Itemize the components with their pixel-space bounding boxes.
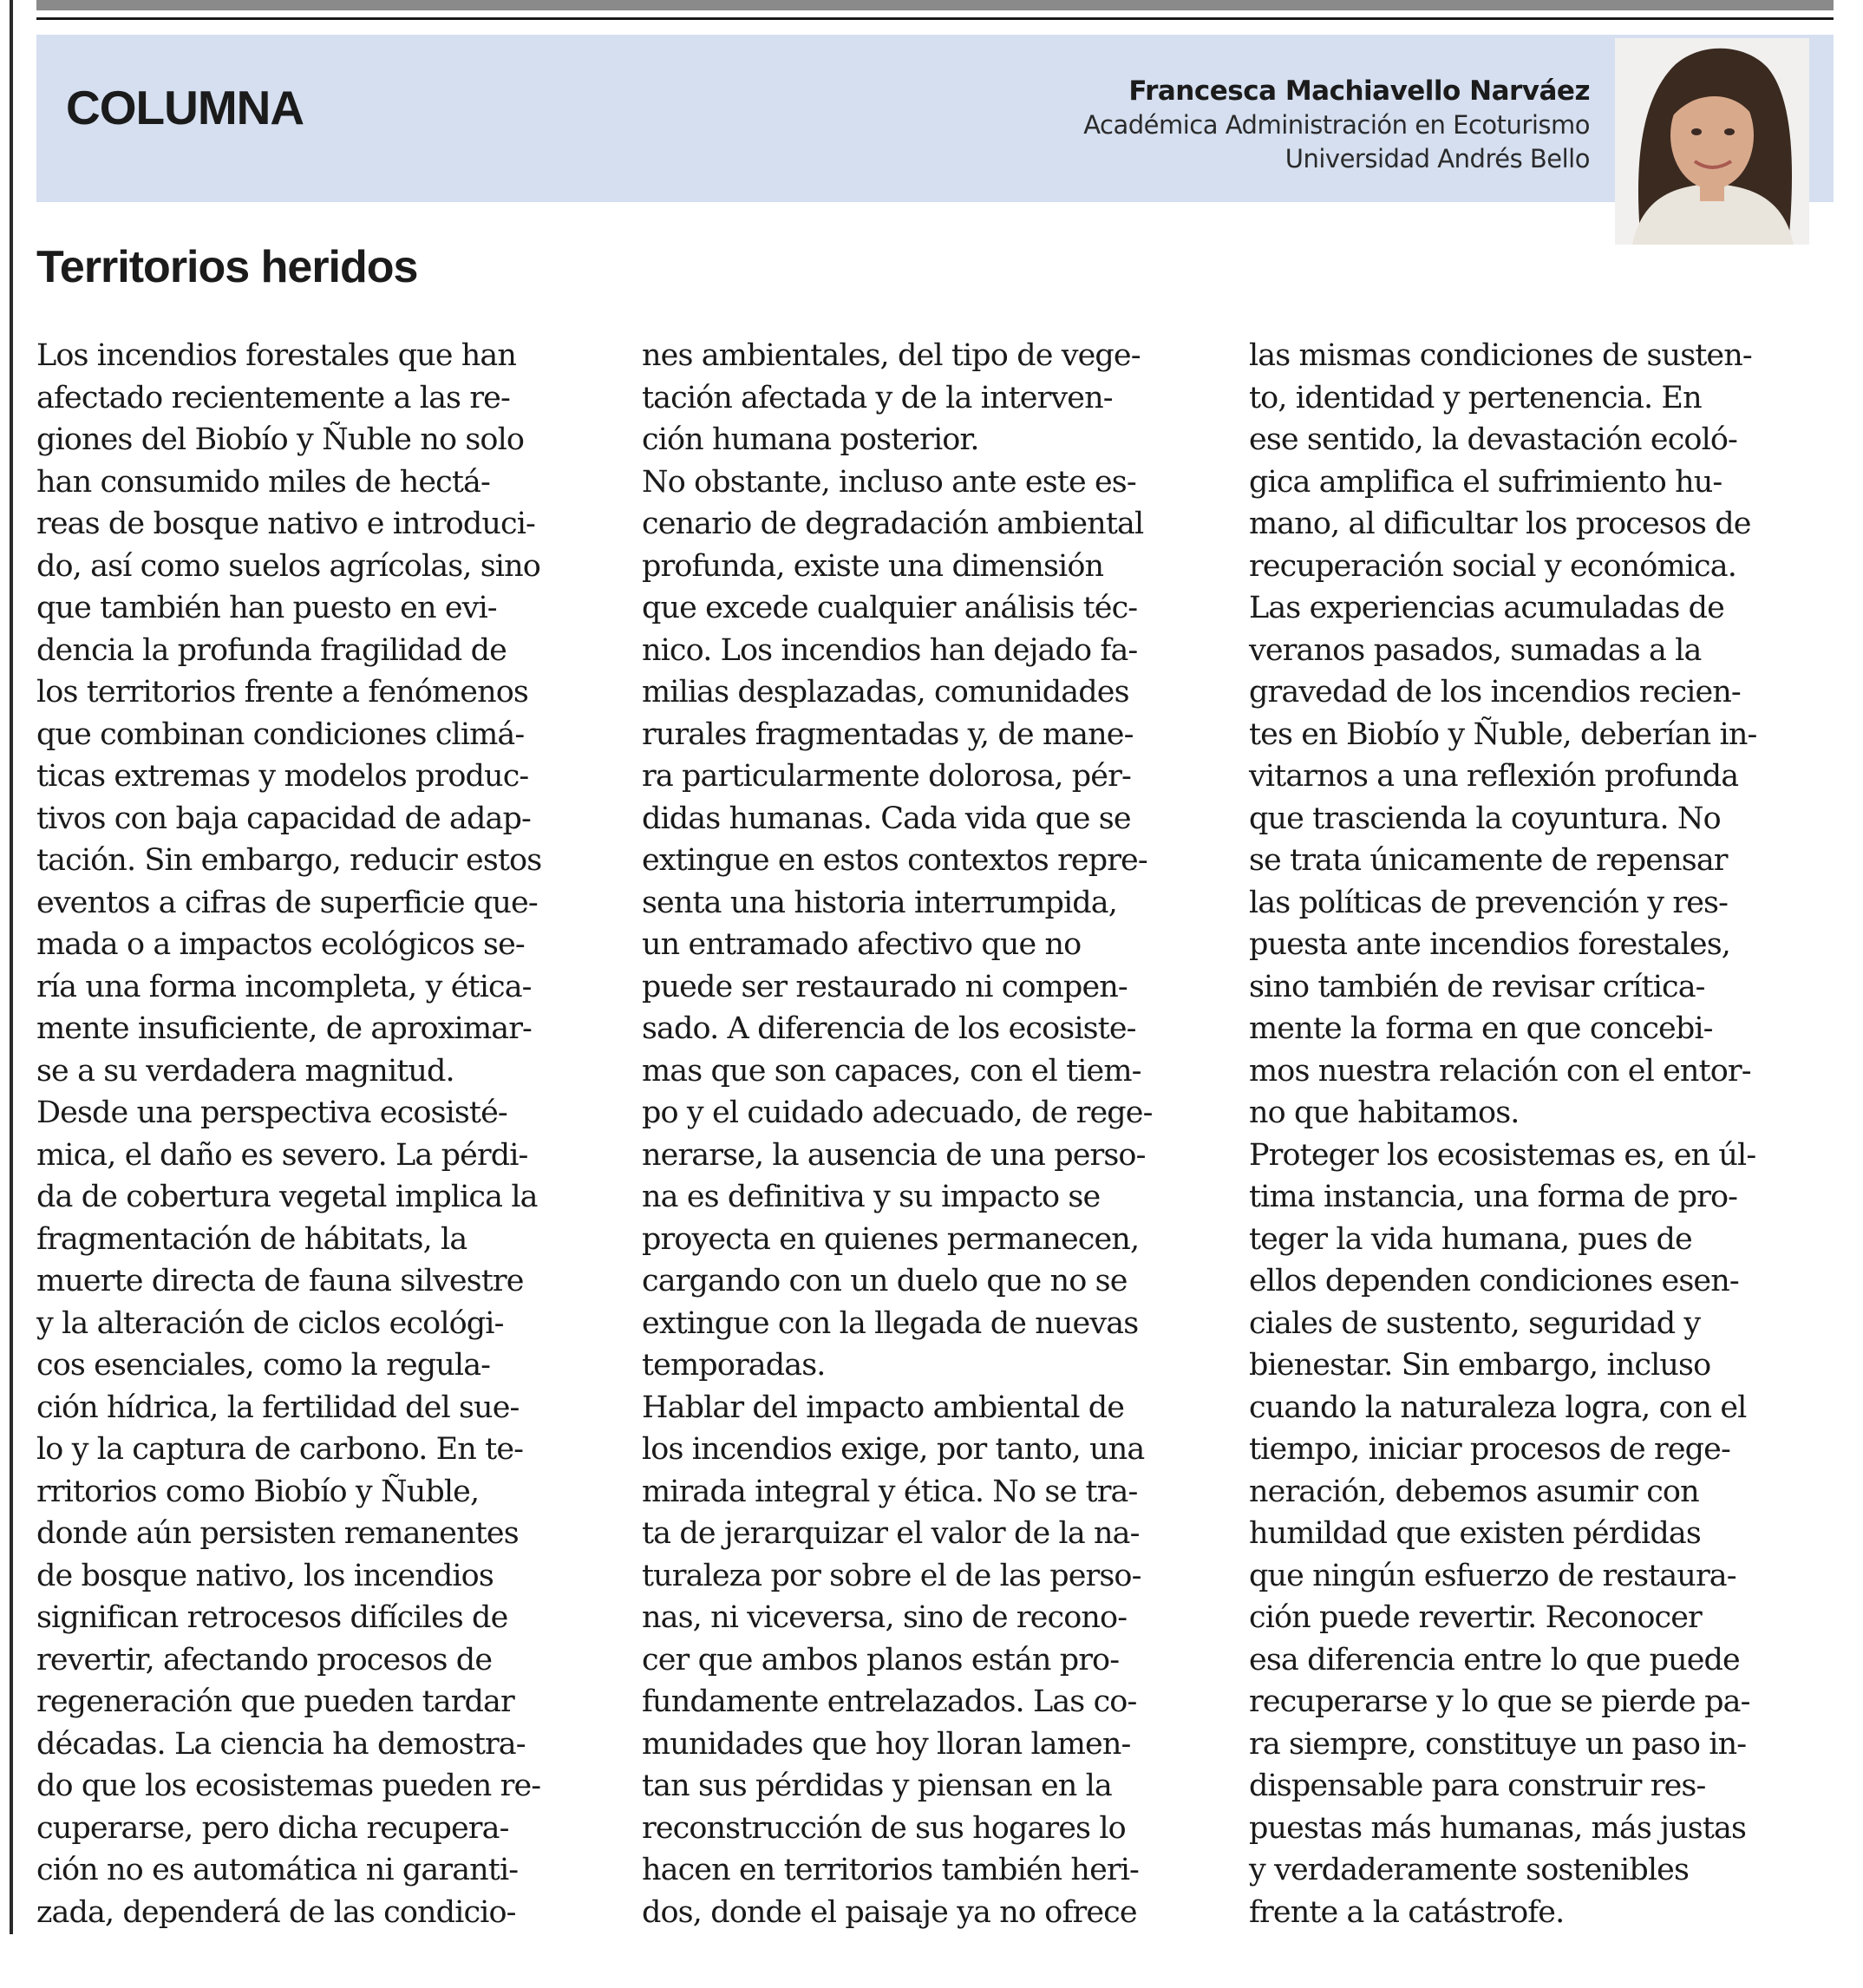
article-line: da de cobertura vegetal implica la bbox=[36, 1180, 538, 1214]
article-headline: Territorios heridos bbox=[36, 242, 418, 292]
author-portrait-icon bbox=[1615, 38, 1809, 245]
article-line: que también han puesto en evi- bbox=[36, 591, 497, 625]
article-line: puesta ante incendios forestales, bbox=[1249, 927, 1730, 962]
article-line: vitarnos a una reflexión profunda bbox=[1249, 759, 1739, 794]
article-line: revertir, afectando procesos de bbox=[36, 1642, 493, 1677]
article-line: Proteger los ecosistemas es, en úl- bbox=[1249, 1137, 1756, 1173]
article-line: se trata únicamente de repensar bbox=[1249, 843, 1728, 878]
article-line: neración, debemos asumir con bbox=[1249, 1474, 1699, 1509]
article-line: teger la vida humana, pues de bbox=[1249, 1221, 1692, 1257]
article-line: humildad que existen pérdidas bbox=[1249, 1516, 1701, 1551]
article-line: cenario de degradación ambiental bbox=[642, 507, 1144, 541]
article-line: mos nuestra relación con el entor- bbox=[1249, 1053, 1751, 1089]
article-line: hacen en territorios también heri- bbox=[642, 1853, 1139, 1887]
article-line: mas que son capaces, con el tiem- bbox=[642, 1053, 1141, 1089]
article-line: un entramado afectivo que no bbox=[642, 927, 1082, 962]
article-line: las políticas de prevención y res- bbox=[1249, 885, 1729, 920]
article-line: ta de jerarquizar el valor de la na- bbox=[642, 1516, 1140, 1551]
article-line: na es definitiva y su impacto se bbox=[642, 1180, 1101, 1214]
article-line: y la alteración de ciclos ecológi- bbox=[36, 1305, 504, 1341]
article-line: eventos a cifras de superficie que- bbox=[36, 885, 538, 920]
article-line: reconstrucción de sus hogares lo bbox=[642, 1810, 1126, 1846]
left-column-rule bbox=[10, 0, 13, 1934]
article-line: ra particularmente dolorosa, pér- bbox=[642, 759, 1131, 794]
article-line: gica amplifica el sufrimiento hu- bbox=[1249, 464, 1722, 500]
article-line: sado. A diferencia de los ecosiste- bbox=[642, 1011, 1136, 1046]
article-column-3 bbox=[1249, 335, 1830, 1933]
article-line: temporadas. bbox=[642, 1348, 826, 1383]
article-line: Desde una perspectiva ecosisté- bbox=[36, 1095, 507, 1130]
article-line: ese sentido, la devastación ecoló- bbox=[1249, 422, 1737, 457]
article-line: extingue con la llegada de nuevas bbox=[642, 1305, 1139, 1341]
article-line: que excede cualquier análisis téc- bbox=[642, 591, 1138, 625]
article-line: cuando la naturaleza logra, con el bbox=[1249, 1390, 1747, 1425]
article-line: mente la forma en que concebi- bbox=[1249, 1011, 1713, 1046]
article-line: que trascienda la coyuntura. No bbox=[1249, 801, 1721, 836]
article-line: décadas. La ciencia ha demostra- bbox=[36, 1726, 526, 1762]
article-line: dispensable para construir res- bbox=[1249, 1769, 1706, 1803]
article-line: significan retrocesos difíciles de bbox=[36, 1600, 508, 1635]
article-line: fragmentación de hábitats, la bbox=[36, 1221, 467, 1257]
article-line: rritorios como Biobío y Ñuble, bbox=[36, 1474, 480, 1509]
article-line: mente insuficiente, de aproximar- bbox=[36, 1011, 532, 1046]
article-line: to, identidad y pertenencia. En bbox=[1249, 380, 1702, 415]
article-line: nas, ni viceversa, sino de recono- bbox=[642, 1600, 1128, 1635]
article-line: do que los ecosistemas pueden re- bbox=[36, 1769, 541, 1803]
article-line: profunda, existe una dimensión bbox=[642, 548, 1104, 584]
article-line: tiempo, iniciar procesos de rege- bbox=[1249, 1432, 1730, 1467]
article-line: se a su verdadera magnitud. bbox=[36, 1053, 454, 1089]
article-line: Hablar del impacto ambiental de bbox=[642, 1390, 1125, 1425]
section-label: COLUMNA bbox=[66, 81, 304, 134]
article-line: mada o a impactos ecológicos se- bbox=[36, 927, 525, 962]
author-university: Universidad Andrés Bello bbox=[1284, 144, 1590, 173]
article-line: po y el cuidado adecuado, de rege- bbox=[642, 1095, 1153, 1130]
article-line: lo y la captura de carbono. En te- bbox=[36, 1432, 524, 1467]
article-line: cargando con un duelo que no se bbox=[642, 1264, 1128, 1298]
article-line: gravedad de los incendios recien- bbox=[1249, 675, 1741, 710]
article-line: recuperación social y económica. bbox=[1249, 548, 1736, 584]
article-line: nes ambientales, del tipo de vege- bbox=[642, 338, 1141, 373]
article-line: tima instancia, una forma de pro- bbox=[1249, 1180, 1738, 1214]
article-line: ción puede revertir. Reconocer bbox=[1249, 1600, 1702, 1635]
author-role: Académica Administración en Ecoturismo bbox=[1083, 110, 1590, 140]
article-line: sino también de revisar crítica- bbox=[1249, 969, 1705, 1004]
article-line: senta una historia interrumpida, bbox=[642, 885, 1117, 920]
article-line: bienestar. Sin embargo, incluso bbox=[1249, 1348, 1711, 1383]
article-line: ría una forma incompleta, y ética- bbox=[36, 969, 532, 1004]
article-line: veranos pasados, sumadas a la bbox=[1249, 632, 1702, 668]
article-line: las mismas condiciones de susten- bbox=[1249, 338, 1752, 373]
article-line: dencia la profunda fragilidad de bbox=[36, 632, 507, 668]
top-thin-rule bbox=[36, 17, 1834, 20]
article-line: donde aún persisten remanentes bbox=[36, 1516, 519, 1551]
article-line: esa diferencia entre lo que puede bbox=[1249, 1642, 1740, 1677]
article-line: Las experiencias acumuladas de bbox=[1249, 591, 1724, 625]
article-line: no que habitamos. bbox=[1249, 1095, 1520, 1130]
article-column-2 bbox=[642, 335, 1223, 1933]
article-line: los incendios exige, por tanto, una bbox=[642, 1432, 1145, 1467]
top-gray-rule bbox=[36, 0, 1834, 10]
author-photo bbox=[1615, 38, 1809, 245]
article-line: que combinan condiciones climá- bbox=[36, 716, 525, 752]
article-line: munidades que hoy lloran lamen- bbox=[642, 1726, 1131, 1762]
article-line: mirada integral y ética. No se tra- bbox=[642, 1474, 1138, 1509]
article-line: nico. Los incendios han dejado fa- bbox=[642, 632, 1138, 668]
article-line: afectado recientemente a las re- bbox=[36, 380, 510, 415]
article-column-1 bbox=[36, 335, 618, 1933]
article-line: milias desplazadas, comunidades bbox=[642, 675, 1129, 710]
article-line: mano, al dificultar los procesos de bbox=[1249, 507, 1751, 541]
article-line: que ningún esfuerzo de restaura- bbox=[1249, 1558, 1736, 1593]
article-line: extingue en estos contextos repre- bbox=[642, 843, 1147, 878]
article-line: puestas más humanas, más justas bbox=[1249, 1810, 1747, 1846]
article-line: cuperarse, pero dicha recupera- bbox=[36, 1810, 509, 1846]
article-line: ciales de sustento, seguridad y bbox=[1249, 1305, 1701, 1341]
article-line: puede ser restaurado ni compen- bbox=[642, 969, 1128, 1004]
article-line: zada, dependerá de las condicio- bbox=[36, 1894, 516, 1930]
article-line: ellos dependen condiciones esen- bbox=[1249, 1264, 1739, 1298]
article-line: ra siempre, constituye un paso in- bbox=[1249, 1726, 1747, 1762]
article-line: rurales fragmentadas y, de mane- bbox=[642, 716, 1134, 752]
article-line: tes en Biobío y Ñuble, deberían in- bbox=[1249, 716, 1757, 752]
article-line: ción no es automática ni garanti- bbox=[36, 1853, 519, 1887]
article-line: cer que ambos planos están pro- bbox=[642, 1642, 1120, 1677]
article-line: y verdaderamente sostenibles bbox=[1249, 1853, 1690, 1887]
article-line: turaleza por sobre el de las perso- bbox=[642, 1558, 1141, 1593]
article-line: fundamente entrelazados. Las co- bbox=[642, 1684, 1137, 1719]
article-line: de bosque nativo, los incendios bbox=[36, 1558, 494, 1593]
article-line: frente a la catástrofe. bbox=[1249, 1894, 1565, 1930]
article-line: los territorios frente a fenómenos bbox=[36, 675, 528, 710]
article-line: muerte directa de fauna silvestre bbox=[36, 1264, 524, 1298]
article-line: ción hídrica, la fertilidad del sue- bbox=[36, 1390, 520, 1425]
article-line: Los incendios forestales que han bbox=[36, 338, 517, 373]
article-line: recuperarse y lo que se pierde pa- bbox=[1249, 1684, 1750, 1719]
article-line: mica, el daño es severo. La pérdi- bbox=[36, 1137, 528, 1173]
author-byline bbox=[1083, 75, 1590, 176]
article-line: proyecta en quienes permanecen, bbox=[642, 1221, 1140, 1257]
article-line: do, así como suelos agrícolas, sino bbox=[36, 548, 540, 584]
author-name: Francesca Machiavello Narváez bbox=[1128, 75, 1590, 107]
article-line: reas de bosque nativo e introduci- bbox=[36, 507, 535, 541]
article-line: tación. Sin embargo, reducir estos bbox=[36, 843, 542, 878]
article-line: tivos con baja capacidad de adap- bbox=[36, 801, 531, 836]
article-line: didas humanas. Cada vida que se bbox=[642, 801, 1131, 836]
article-line: regeneración que pueden tardar bbox=[36, 1684, 514, 1719]
article-line: han consumido miles de hectá- bbox=[36, 464, 490, 500]
article-line: giones del Biobío y Ñuble no solo bbox=[36, 422, 525, 457]
article-line: ción humana posterior. bbox=[642, 422, 979, 457]
article-line: tan sus pérdidas y piensan en la bbox=[642, 1769, 1112, 1803]
article-line: dos, donde el paisaje ya no ofrece bbox=[642, 1894, 1137, 1930]
article-line: No obstante, incluso ante este es- bbox=[642, 464, 1136, 500]
article-line: nerarse, la ausencia de una perso- bbox=[642, 1137, 1146, 1173]
article-line: tación afectada y de la interven- bbox=[642, 380, 1113, 415]
article-line: cos esenciales, como la regula- bbox=[36, 1348, 491, 1383]
article-line: ticas extremas y modelos produc- bbox=[36, 759, 529, 794]
